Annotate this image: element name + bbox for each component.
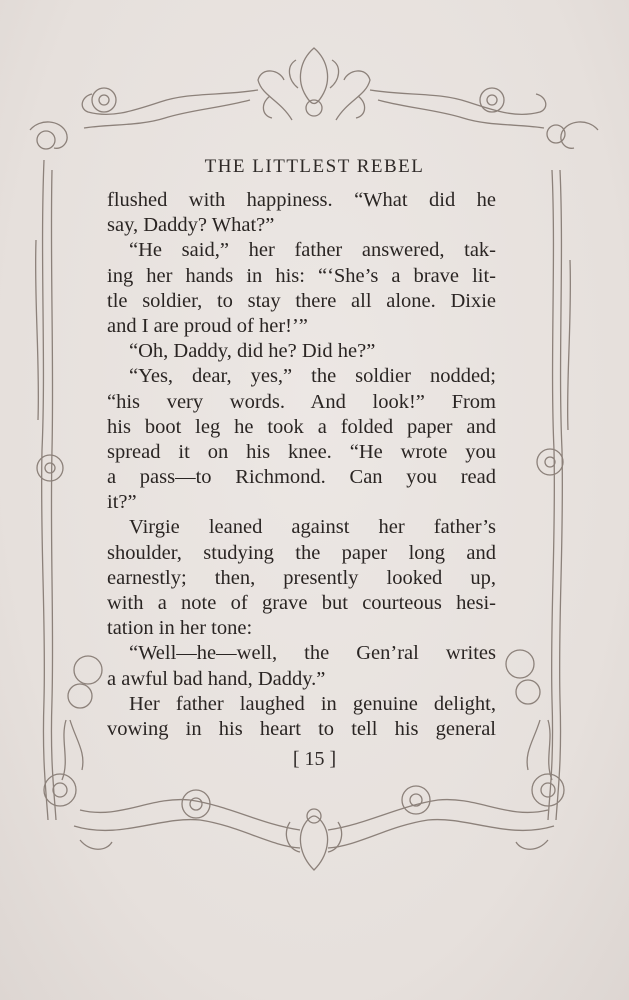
text-line: “Yes, dear, yes,” the soldier nodded; [129, 365, 496, 388]
text-line: tle soldier, to stay there all alone. Dixie [107, 289, 496, 312]
text-line: it?” [107, 491, 137, 514]
text-line: Virgie leaned against her father’s [129, 516, 496, 539]
text-line: flushed with happiness. “What did he [107, 189, 496, 211]
text-line: “his very words. And look!” From [107, 390, 496, 413]
text-line: spread it on his knee. “He wrote you [107, 440, 496, 463]
text-line: “He said,” her father answered, tak- [129, 239, 496, 262]
text-line: tation in her tone: [107, 617, 253, 640]
text-line: “Well—he—well, the Gen’ral writes [129, 642, 496, 665]
text-line: vowing in his heart to tell his general [107, 717, 496, 740]
text-line: shoulder, studying the paper long and [107, 541, 496, 564]
text-line: a pass—to Richmond. Can you read [107, 466, 496, 489]
running-head: THE LITTLEST REBEL [204, 156, 425, 177]
text-line: earnestly; then, presently looked up, [107, 566, 496, 589]
body-text [107, 188, 496, 742]
text-line: “Oh, Daddy, did he? Did he?” [129, 340, 376, 363]
text-line: Her father laughed in genuine delight, [129, 692, 496, 715]
page-number: [ 15 ] [292, 748, 337, 770]
text-line: say, Daddy? What?” [107, 214, 275, 237]
text-line: his boot leg he took a folded paper and [107, 415, 496, 438]
text-line: and I are proud of her!’” [107, 314, 308, 337]
text-line: a awful bad hand, Daddy.” [107, 667, 326, 690]
text-line: ing her hands in his: “‘She’s a brave lit- [107, 264, 496, 287]
text-line: with a note of grave but courteous hesi- [107, 592, 496, 614]
